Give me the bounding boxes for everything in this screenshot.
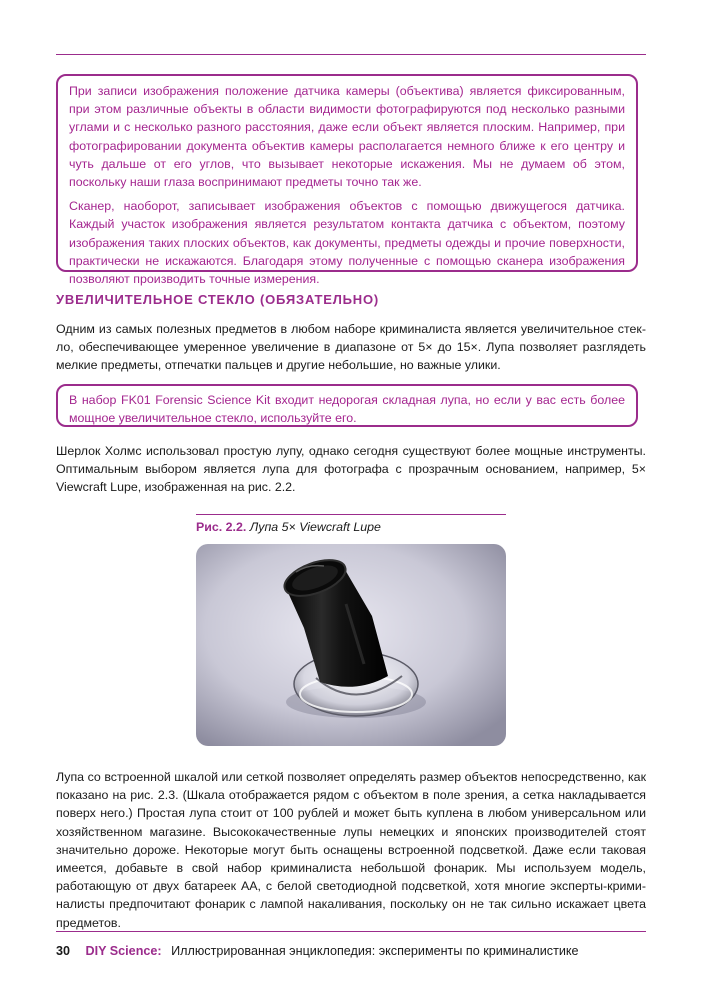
note-text-kit: В набор FK01 Forensic Science Kit входит недорогая складная лупа, но если у вас есть более мощное увеличительное стекло, используйте его.: [69, 393, 625, 426]
figure-title: Лупа 5× Viewcraft Lupe: [249, 520, 381, 534]
book-title: Иллюстрированная энциклопедия: эксперименты по криминалистике: [171, 944, 579, 958]
series-name: DIY Science:: [85, 944, 162, 958]
top-rule: [56, 54, 646, 55]
figure-number: Рис. 2.2.: [196, 520, 247, 534]
loupe-illustration: [196, 544, 506, 746]
section-heading: УВЕЛИЧИТЕЛЬНОЕ СТЕКЛО (ОБЯЗАТЕЛЬНО): [56, 292, 380, 307]
note-paragraph-camera: При записи изображения положение датчика камеры (объектива) является фиксированным, при этом различные объекты в области видимости фотографируются под несколько разными углами и с несколько разного расстояния, даже если объект является плоским. Например, при фотографировании документа объектив камеры располагается немного ближе к его центру и чуть дальше от его углов, что вызывает некоторые искажения. Мы не думаем об этом, поскольку наши глаза воспринимают предметы точно так же.: [69, 84, 625, 190]
page-footer: [56, 943, 579, 959]
figure-caption: [196, 519, 381, 535]
body-paragraph-scale: Лупа со встроенной шкалой или сеткой позволяет определять размер объектов непосредственно, как показано на рис. 2.3. (Шкала отображается рядом с объектом в поле зрения, а сетка накладывается поверх него.) Простая лупа стоит от 100 рублей и может быть куплена в любом универсальном или хозяйственном магазине. Высококачественные лупы немецких и японских производителей стоят значительно дороже. Некоторые могут быть оснащены встроенной подсветкой. Даже если таковая имеется, добавьте в свой набор криминалиста небольшой фонарик. Мы используем модель, работающую от двух батареек AA, с белой светодиодной подсветкой, хотя многие эксперты-криминалисты предпочитают фонарик с лампой накаливания, поскольку он не так сильно искажает цвета предметов.: [56, 770, 646, 930]
note-box-scanner: [56, 74, 638, 287]
bottom-rule: [56, 931, 646, 932]
page-number: 30: [56, 944, 71, 958]
note-paragraph-scanner: Сканер, наоборот, записывает изображения объектов с помощью движущегося датчика. Каждый участок изображения является результатом контакта датчика с объектом, поэтому изображения таких плоских объектов, как документы, предметы одежды и прочие поверхности, практически не искажаются. Благодаря этому полученные с помощью сканера изображения позволяют производить точные измерения.: [69, 199, 625, 287]
body-paragraph-holmes: Шерлок Холмс использовал простую лупу, однако сегодня существуют более мощные инструменты. Оптимальным выбором является лупа для фотографа с прозрачным основанием, например, 5× Viewcraft Lupe, изображенная на рис. 2.2.: [56, 444, 646, 495]
note-box-kit: [56, 384, 638, 427]
figure-rule: [196, 514, 506, 515]
figure-photo-loupe: [196, 544, 506, 746]
body-paragraph-magnifier: Одним из самых полезных предметов в любом наборе криминалиста является увеличительное стекло, обеспечивающее умеренное увеличение в диапазоне от 5× до 15×. Лупа позволяет разглядеть мелкие предметы, отпечатки пальцев и другие небольшие, но важные улики.: [56, 322, 646, 373]
